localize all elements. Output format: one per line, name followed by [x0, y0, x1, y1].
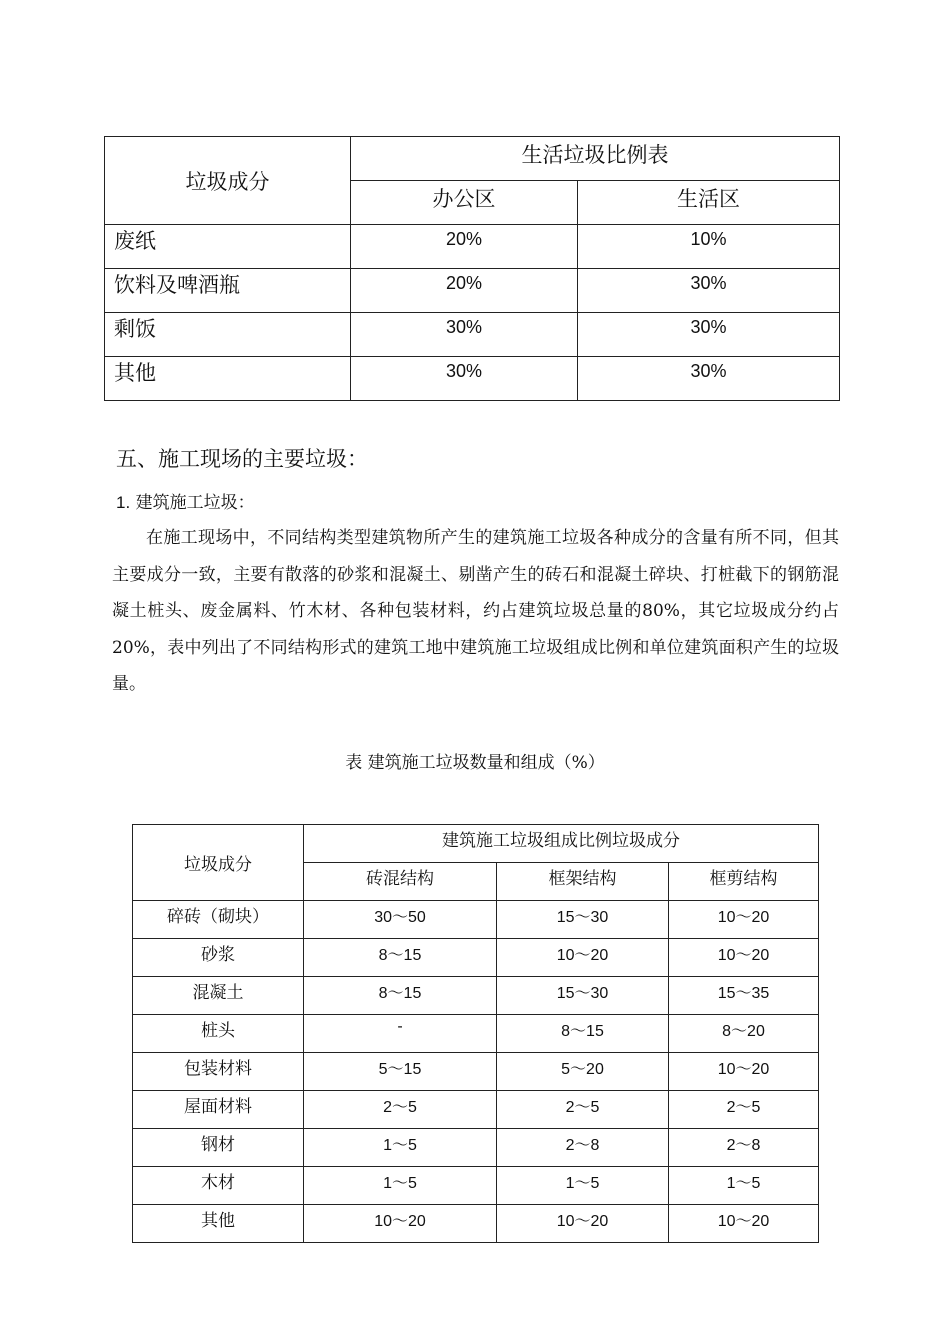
row-label: 碎砖（砌块） — [133, 901, 304, 939]
table-row — [133, 901, 819, 939]
cell-value: 30% — [578, 357, 840, 401]
cell-value: - — [304, 1015, 497, 1053]
table-row — [133, 1091, 819, 1129]
subsection-text: 建筑施工垃圾： — [135, 493, 255, 513]
cell-value: 10～20 — [669, 901, 819, 939]
cell-value: 10～20 — [669, 939, 819, 977]
row-label: 剩饭 — [105, 313, 351, 357]
row-label: 钢材 — [133, 1129, 304, 1167]
cell-value: 8～15 — [304, 939, 497, 977]
cell-value: 8～15 — [497, 1015, 669, 1053]
cell-value: 15～30 — [497, 977, 669, 1015]
row-label: 混凝土 — [133, 977, 304, 1015]
construction-waste-composition-table — [132, 824, 819, 1243]
cell-value: 2～5 — [497, 1091, 669, 1129]
row-label: 屋面材料 — [133, 1091, 304, 1129]
cell-value: 15～35 — [669, 977, 819, 1015]
cell-value: 15～30 — [497, 901, 669, 939]
row-label: 包装材料 — [133, 1053, 304, 1091]
table2-col-header: 垃圾成分 — [133, 825, 304, 901]
cell-value: 10～20 — [669, 1205, 819, 1243]
body-paragraph — [112, 520, 839, 703]
row-label: 砂浆 — [133, 939, 304, 977]
table-row — [133, 1167, 819, 1205]
cell-value: 30% — [578, 269, 840, 313]
table1-subheader-living: 生活区 — [578, 181, 840, 225]
table2-group-header: 建筑施工垃圾组成比例垃圾成分 — [304, 825, 819, 863]
cell-value: 1～5 — [669, 1167, 819, 1205]
cell-value: 1～5 — [497, 1167, 669, 1205]
table-row — [133, 1205, 819, 1243]
subsection-number: 1. — [116, 493, 131, 512]
table-row — [105, 357, 840, 401]
cell-value: 30～50 — [304, 901, 497, 939]
cell-value: 2～8 — [669, 1129, 819, 1167]
table2-subheader-brick: 砖混结构 — [304, 863, 497, 901]
cell-value: 2～8 — [497, 1129, 669, 1167]
cell-value: 10% — [578, 225, 840, 269]
table-row — [105, 269, 840, 313]
cell-value: 30% — [351, 357, 578, 401]
table-row — [105, 313, 840, 357]
table-row — [133, 1129, 819, 1167]
cell-value: 8～15 — [304, 977, 497, 1015]
row-label: 木材 — [133, 1167, 304, 1205]
row-label: 桩头 — [133, 1015, 304, 1053]
table2-subheader-frame: 框架结构 — [497, 863, 669, 901]
table1-col-header: 垃圾成分 — [105, 137, 351, 225]
cell-value: 30% — [578, 313, 840, 357]
paragraph-text: 在施工现场中，不同结构类型建筑物所产生的建筑施工垃圾各种成分的含量有所不同，但其主要成分一致，主要有散落的砂浆和混凝土、剔凿产生的砖石和混凝土碎块、打桩截下的钢筋混凝土桩头、废金属料、竹木材、各种包装材料，约占建筑垃圾总量的80%，其它垃圾成分约占 20%，表中列出了不同结构形式的建筑工地中建筑施工垃圾组成比例和单位建筑面积产生的垃圾量。 — [112, 528, 839, 694]
cell-value: 1～5 — [304, 1129, 497, 1167]
cell-value: 20% — [351, 225, 578, 269]
row-label: 饮料及啤酒瓶 — [105, 269, 351, 313]
cell-value: 1～5 — [304, 1167, 497, 1205]
table-row — [105, 225, 840, 269]
table-row — [133, 977, 819, 1015]
table-row — [133, 1015, 819, 1053]
cell-value: 2～5 — [304, 1091, 497, 1129]
row-label: 其他 — [105, 357, 351, 401]
table1-group-header: 生活垃圾比例表 — [351, 137, 840, 181]
section-heading: 五、施工现场的主要垃圾： — [116, 447, 368, 471]
row-label: 其他 — [133, 1205, 304, 1243]
cell-value: 10～20 — [304, 1205, 497, 1243]
cell-value: 10～20 — [497, 939, 669, 977]
cell-value: 2～5 — [669, 1091, 819, 1129]
table-caption: 表 建筑施工垃圾数量和组成（%） — [345, 753, 605, 773]
cell-value: 5～20 — [497, 1053, 669, 1091]
row-label: 废纸 — [105, 225, 351, 269]
table1-subheader-office: 办公区 — [351, 181, 578, 225]
cell-value: 5～15 — [304, 1053, 497, 1091]
cell-value: 20% — [351, 269, 578, 313]
cell-value: 10～20 — [497, 1205, 669, 1243]
subsection-heading — [116, 488, 255, 513]
cell-value: 10～20 — [669, 1053, 819, 1091]
table-row — [133, 1053, 819, 1091]
cell-value: 30% — [351, 313, 578, 357]
table-row — [133, 939, 819, 977]
household-waste-ratio-table — [104, 136, 840, 401]
cell-value: 8～20 — [669, 1015, 819, 1053]
table2-subheader-frame-shear: 框剪结构 — [669, 863, 819, 901]
